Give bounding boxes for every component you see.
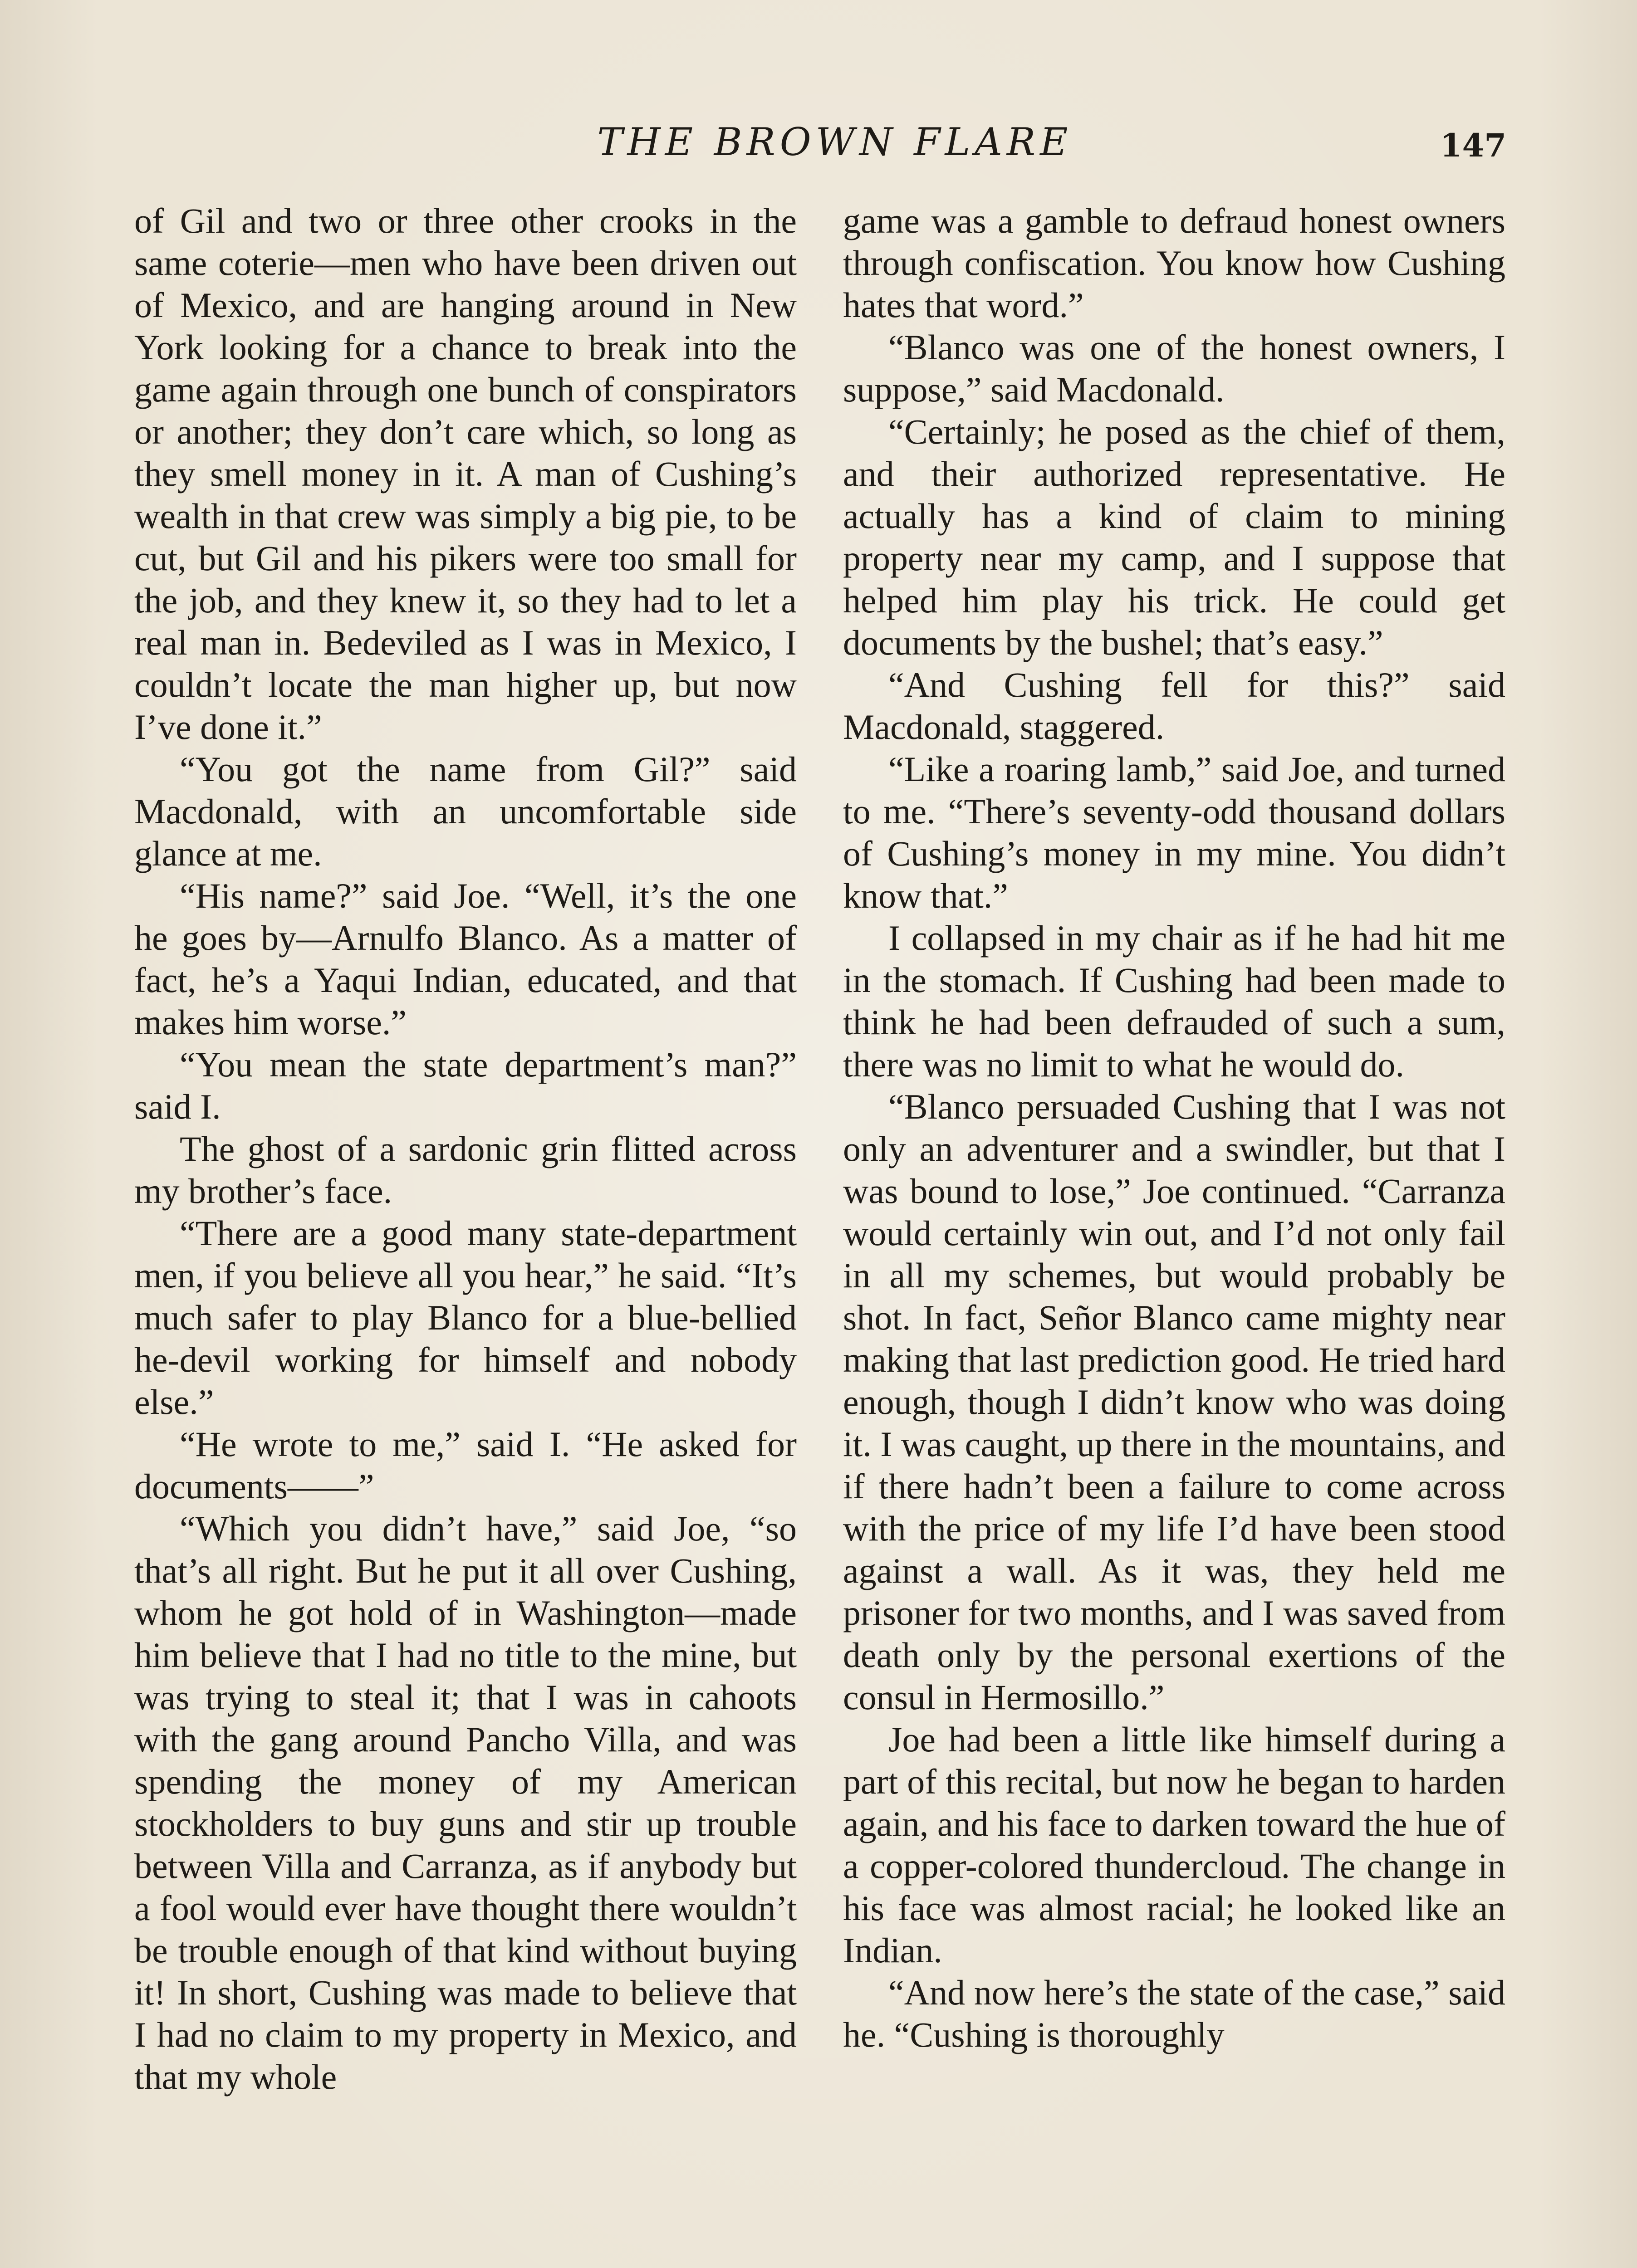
running-title: THE BROWN FLARE	[597, 120, 1073, 164]
paragraph: Joe had been a little like himself during a part of this recital, but now he began to harden again, and his face to darken toward the hue of a copper-colored thundercloud. The change in his face was almost racial; he looked like an Indian.	[843, 1720, 1505, 1970]
paragraph: “There are a good many state-department men, if you believe all you hear,” he said. “It’s much safer to play Blanco for a blue-bellied he-devil working for himself and nobody else.”	[134, 1213, 797, 1422]
paragraph: The ghost of a sardonic grin flitted across my brother’s face.	[134, 1129, 797, 1211]
right-column	[843, 200, 1505, 2056]
paragraph: “And Cushing fell for this?” said Macdonald, staggered.	[843, 665, 1505, 747]
paragraph: of Gil and two or three other crooks in the same coterie—men who have been driven out of Mexico, and are hanging around in New York looking for a chance to break into the game again through one bunch of conspirators or another; they don’t care which, so long as they smell money in it. A man of Cushing’s wealth in that crew was simply a big pie, to be cut, but Gil and his pikers were too small for the job, and they knew it, so they had to let a real man in. Bedeviled as I was in Mexico, I couldn’t locate the man higher up, but now I’ve done it.”	[134, 201, 797, 747]
paragraph: “You mean the state department’s man?” said I.	[134, 1045, 797, 1126]
paragraph: “He wrote to me,” said I. “He asked for documents——”	[134, 1424, 797, 1506]
paragraph: “Which you didn’t have,” said Joe, “so that’s all right. But he put it all over Cushing, whom he got hold of in Washington—made him believe that I had no title to the mine, but was trying to steal it; that I was in cahoots with the gang around Pancho Villa, and was spending the money of my American stockholders to buy guns and stir up trouble between Villa and Carranza, as if anybody but a fool would ever have thought there wouldn’t be trouble enough of that kind without buying it! In short, Cushing was made to believe that I had no claim to my property in Mexico, and that my whole	[134, 1509, 797, 2097]
paragraph: I collapsed in my chair as if he had hit me in the stomach. If Cushing had been made to think he had been defrauded of such a sum, there was no limit to what he would do.	[843, 918, 1505, 1084]
paragraph: “Certainly; he posed as the chief of them, and their authorized representative. He actually has a kind of claim to mining property near my camp, and I suppose that helped him play his trick. He could get documents by the bushel; that’s easy.”	[843, 412, 1505, 662]
paragraph: “You got the name from Gil?” said Macdonald, with an uncomfortable side glance at me.	[134, 749, 797, 873]
paragraph: “His name?” said Joe. “Well, it’s the one he goes by—Arnulfo Blanco. As a matter of fact, he’s a Yaqui Indian, educated, and that makes him worse.”	[134, 876, 797, 1042]
page-number: 147	[1440, 127, 1506, 164]
paragraph: “Blanco persuaded Cushing that I was not only an adventurer and a swindler, but that I was bound to lose,” Joe continued. “Carranza would certainly win out, and I’d not only fail in all my schemes, but would probably be shot. In fact, Señor Blanco came mighty near making that last prediction good. He tried hard enough, though I didn’t know who was doing it. I was caught, up there in the mountains, and if there hadn’t been a failure to come across with the price of my life I’d have been stood against a wall. As it was, they held me prisoner for two months, and I was saved from death only by the personal exertions of the consul in Hermosillo.”	[843, 1087, 1505, 1717]
paragraph: “And now here’s the state of the case,” said he. “Cushing is thoroughly	[843, 1973, 1505, 2054]
paragraph: “Like a roaring lamb,” said Joe, and turned to me. “There’s seventy-odd thousand dollars of Cushing’s money in my mine. You didn’t know that.”	[843, 749, 1505, 915]
paragraph: game was a gamble to defraud honest owners through confiscation. You know how Cushing hates that word.”	[843, 201, 1505, 325]
paragraph: “Blanco was one of the honest owners, I suppose,” said Macdonald.	[843, 327, 1505, 409]
left-column	[134, 200, 797, 2098]
